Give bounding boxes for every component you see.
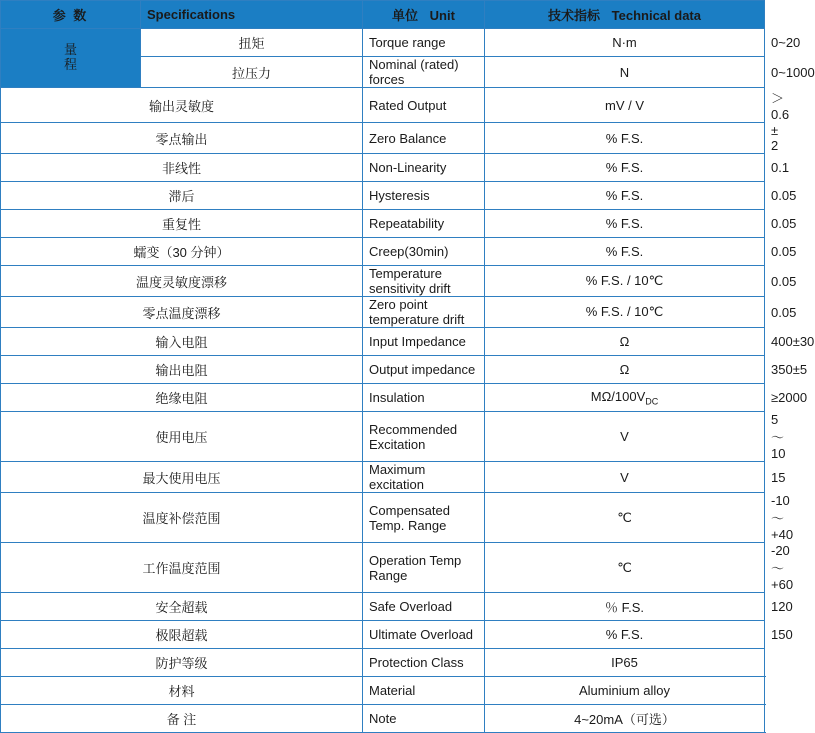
cell-specification: Creep(30min) xyxy=(363,238,485,266)
cell-specification: Output impedance xyxy=(363,356,485,384)
table-row: 输入电阻 Input Impedance Ω 400±30 xyxy=(1,328,765,356)
table-row: 输出电阻 Output impedance Ω 350±5 xyxy=(1,356,765,384)
cell-specification: Compensated Temp. Range xyxy=(363,493,485,543)
table-row: 蠕变（30 分钟） Creep(30min) % F.S. 0.05 xyxy=(1,238,765,266)
cell-parameter: 零点输出 xyxy=(1,123,363,154)
table-body xyxy=(1,29,815,733)
header-technical-data-label-zh: 技术指标 xyxy=(548,8,601,23)
cell-specification: Ultimate Overload xyxy=(363,621,485,649)
cell-unit: mV / V xyxy=(485,88,765,123)
cell-parameter: 输入电阻 xyxy=(1,328,363,356)
cell-specification: Non-Linearity xyxy=(363,154,485,182)
cell-specification: Hysteresis xyxy=(363,182,485,210)
table-row: 拉压力 Nominal (rated) forces N 0~1000 xyxy=(1,57,765,88)
cell-unit: $M\Omega/100V_{DC}$ xyxy=(485,384,765,412)
cell-parameter: 扭矩 xyxy=(141,29,363,57)
table-row: 非线性 Non-Linearity % F.S. 0.1 xyxy=(1,154,765,182)
table-row: 温度补偿范围 Compensated Temp. Range ℃ -10 ～ +40 xyxy=(1,493,765,543)
cell-technical-data: 4~20mA（可选） xyxy=(485,705,765,733)
cell-parameter: 材料 xyxy=(1,677,363,705)
cell-parameter: 非线性 xyxy=(1,154,363,182)
cell-specification: Input Impedance xyxy=(363,328,485,356)
header-unit xyxy=(363,1,485,29)
cell-specification: Rated Output xyxy=(363,88,485,123)
cell-specification: Temperature sensitivity drift xyxy=(363,266,485,297)
cell-specification: Recommended Excitation xyxy=(363,412,485,462)
table-row: 工作温度范围 Operation Temp Range ℃ -20 ～ +60 xyxy=(1,543,765,593)
table-row xyxy=(1,705,765,733)
cell-specification: Zero Balance xyxy=(363,123,485,154)
cell-unit: % F.S. xyxy=(485,123,765,154)
cell-specification: Safe Overload xyxy=(363,593,485,621)
cell-unit: % F.S. xyxy=(485,182,765,210)
cell-unit: ℃ xyxy=(485,493,765,543)
cell-technical-data: IP65 xyxy=(485,649,765,677)
header-specifications-label: Specifications xyxy=(147,7,236,22)
cell-specification: Torque range xyxy=(363,29,485,57)
table-row: 使用电压 Recommended Excitation V 5～10 xyxy=(1,412,765,462)
cell-unit: % F.S. / 10℃ xyxy=(485,266,765,297)
cell-parameter: 重复性 xyxy=(1,210,363,238)
cell-parameter: 最大使用电压 xyxy=(1,462,363,493)
header-technical-data xyxy=(485,1,765,29)
cell-parameter: 零点温度漂移 xyxy=(1,297,363,328)
cell-specification: Material xyxy=(363,677,485,705)
cell-unit: V xyxy=(485,412,765,462)
cell-parameter: 绝缘电阻 xyxy=(1,384,363,412)
table-row: 最大使用电压 Maximum excitation V 15 xyxy=(1,462,765,493)
table-row: 重复性 Repeatability % F.S. 0.05 xyxy=(1,210,765,238)
cell-specification: Zero point temperature drift xyxy=(363,297,485,328)
header-parameter-label: 参 数 xyxy=(52,8,89,23)
row-group-label-range: 量 程 xyxy=(1,29,141,88)
table-row: 量 程 扭矩 Torque range N·m 0~20 xyxy=(1,29,765,57)
header-row xyxy=(1,1,765,29)
table-row: 滞后 Hysteresis % F.S. 0.05 xyxy=(1,182,765,210)
cell-unit: % F.S. xyxy=(485,210,765,238)
cell-specification: Maximum excitation xyxy=(363,462,485,493)
table-row: 温度灵敏度漂移 Temperature sensitivity drift % F.S. / 10℃ 0.05 xyxy=(1,266,765,297)
cell-unit: V xyxy=(485,462,765,493)
table-row: 极限超载 Ultimate Overload % F.S. 150 xyxy=(1,621,765,649)
cell-parameter: 工作温度范围 xyxy=(1,543,363,593)
cell-unit: Ω xyxy=(485,356,765,384)
cell-parameter: 滞后 xyxy=(1,182,363,210)
table-header xyxy=(1,1,765,29)
table-row: 绝缘电阻 Insulation $M\Omega/100V_{DC}$ ≥2000 xyxy=(1,384,765,412)
header-specifications xyxy=(141,1,363,29)
cell-specification: Repeatability xyxy=(363,210,485,238)
cell-unit: % F.S. xyxy=(485,154,765,182)
cell-technical-data: Aluminium alloy xyxy=(485,677,765,705)
table-row: 零点输出 Zero Balance % F.S. ± 2 xyxy=(1,123,765,154)
cell-parameter: 温度补偿范围 xyxy=(1,493,363,543)
cell-parameter: 输出电阻 xyxy=(1,356,363,384)
cell-parameter: 输出灵敏度 xyxy=(1,88,363,123)
header-unit-label-zh: 单位 xyxy=(392,8,419,23)
cell-unit: % F.S. xyxy=(485,238,765,266)
cell-specification: Nominal (rated) forces xyxy=(363,57,485,88)
cell-specification: Operation Temp Range xyxy=(363,543,485,593)
table-row: 零点温度漂移 Zero point temperature drift % F.S. / 10℃ 0.05 xyxy=(1,297,765,328)
cell-specification: Insulation xyxy=(363,384,485,412)
cell-unit: ℃ xyxy=(485,543,765,593)
cell-parameter: 安全超载 xyxy=(1,593,363,621)
cell-parameter: 使用电压 xyxy=(1,412,363,462)
cell-parameter: 防护等级 xyxy=(1,649,363,677)
cell-unit: N·m xyxy=(485,29,765,57)
header-unit-label-en: Unit xyxy=(429,8,455,23)
cell-parameter: 蠕变（30 分钟） xyxy=(1,238,363,266)
cell-unit: ％ F.S. xyxy=(485,593,765,621)
table-row: 安全超载 Safe Overload ％ F.S. 120 xyxy=(1,593,765,621)
cell-parameter: 拉压力 xyxy=(141,57,363,88)
header-technical-data-label-en: Technical data xyxy=(611,8,701,23)
cell-unit: Ω xyxy=(485,328,765,356)
table-row: 输出灵敏度 Rated Output mV / V ＞ 0.6 xyxy=(1,88,765,123)
cell-unit: N xyxy=(485,57,765,88)
header-parameter xyxy=(1,1,141,29)
cell-parameter: 备 注 xyxy=(1,705,363,733)
cell-specification: Protection Class xyxy=(363,649,485,677)
table-row xyxy=(1,677,765,705)
cell-parameter: 温度灵敏度漂移 xyxy=(1,266,363,297)
cell-unit: % F.S. xyxy=(485,621,765,649)
table-row xyxy=(1,649,765,677)
cell-parameter: 极限超载 xyxy=(1,621,363,649)
cell-unit: % F.S. / 10℃ xyxy=(485,297,765,328)
cell-specification: Note xyxy=(363,705,485,733)
